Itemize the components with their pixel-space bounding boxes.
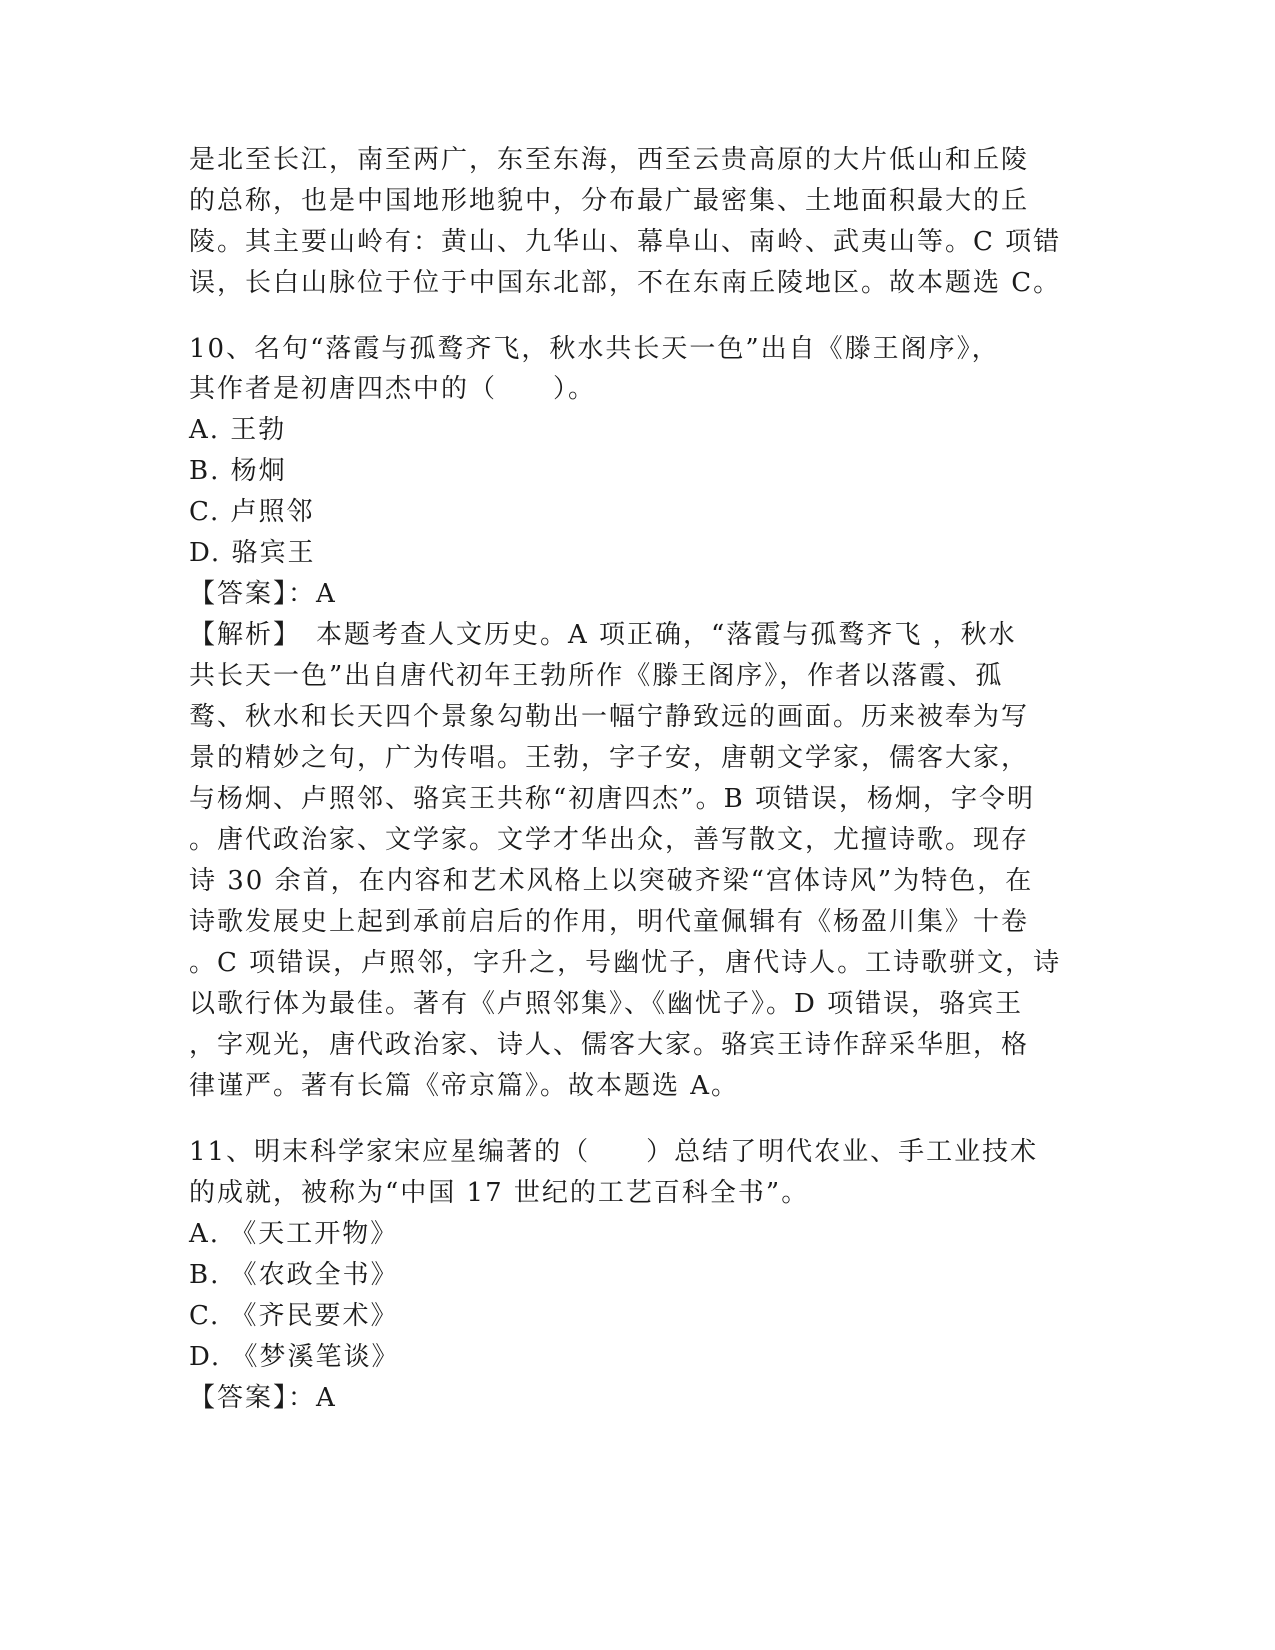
option-b: B. 《农政全书》 [189, 1260, 399, 1290]
option-a: A. 《天工开物》 [189, 1219, 399, 1249]
analysis-line: 【解析】 本题考查人文历史。A 项正确，“落霞与孤鹜齐飞 ，秋水 [189, 620, 1017, 650]
analysis-line: 以歌行体为最佳。著有《卢照邻集》、《幽忧子》。D 项错误，骆宾王 [189, 989, 1024, 1019]
option-c: C. 卢照邻 [189, 497, 315, 527]
analysis-line: 诗歌发展史上起到承前启后的作用，明代童佩辑有《杨盈川集》十卷 [189, 907, 1030, 937]
option-a: A. 王勃 [189, 415, 287, 445]
analysis-line: 鹜、秋水和长天四个景象勾勒出一幅宁静致远的画面。历来被奉为写 [189, 702, 1030, 732]
analysis-line: 景的精妙之句，广为传唱。王勃，字子安，唐朝文学家，儒客大家， [189, 743, 1030, 773]
analysis-line: 。唐代政治家、文学家。文学才华出众，善写散文，尤擅诗歌。现存 [189, 825, 1030, 855]
option-d: D. 骆宾王 [189, 538, 316, 568]
analysis-line: 。C 项错误，卢照邻，字升之，号幽忧子，唐代诗人。工诗歌骈文，诗 [189, 948, 1062, 978]
text-line: 的总称，也是中国地形地貌中，分布最广最密集、土地面积最大的丘 [189, 186, 1030, 216]
text-line: 是北至长江，南至两广，东至东海，西至云贵高原的大片低山和丘陵 [189, 145, 1030, 175]
answer-line: 【答案】：A [189, 579, 337, 609]
analysis-line: 律谨严。著有长篇《帝京篇》。故本题选 A。 [189, 1071, 740, 1101]
question-stem: 其作者是初唐四杰中的（ ）。 [189, 374, 597, 404]
option-b: B. 杨炯 [189, 456, 287, 486]
text-line: 误，长白山脉位于位于中国东北部，不在东南丘陵地区。故本题选 C。 [189, 268, 1062, 298]
question-stem: 10、名句“落霞与孤鹜齐飞，秋水共长天一色”出自《滕王阁序》， [189, 334, 1000, 364]
option-c: C. 《齐民要术》 [189, 1301, 399, 1331]
text-line: 陵。其主要山岭有：黄山、九华山、幕阜山、南岭、武夷山等。C 项错 [189, 227, 1062, 257]
analysis-line: ，字观光，唐代政治家、诗人、儒客大家。骆宾王诗作辞采华胆，格 [189, 1030, 1030, 1060]
question-stem: 11、明末科学家宋应星编著的（ ）总结了明代农业、手工业技术 [189, 1137, 1039, 1167]
analysis-line: 与杨炯、卢照邻、骆宾王共称“初唐四杰”。B 项错误，杨炯，字令明 [189, 784, 1035, 814]
answer-line: 【答案】：A [189, 1383, 337, 1413]
question-stem: 的成就，被称为“中国 17 世纪的工艺百科全书”。 [189, 1178, 810, 1208]
analysis-line: 共长天一色”出自唐代初年王勃所作《滕王阁序》，作者以落霞、孤 [189, 661, 1004, 691]
analysis-line: 诗 30 余首，在内容和艺术风格上以突破齐梁“宫体诗风”为特色，在 [189, 866, 1034, 896]
option-d: D. 《梦溪笔谈》 [189, 1342, 400, 1372]
